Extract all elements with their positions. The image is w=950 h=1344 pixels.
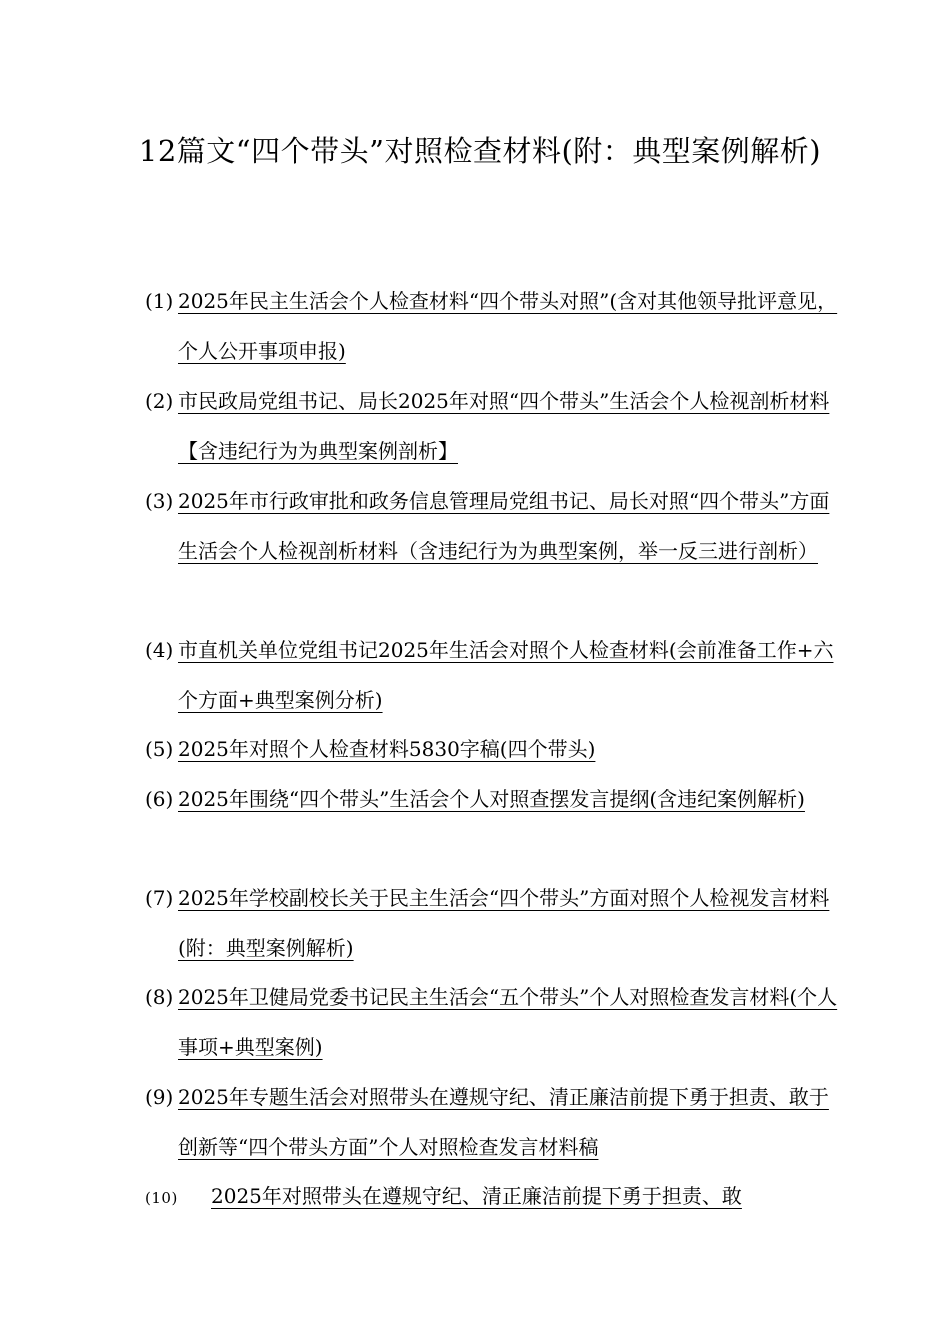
- toc-item-link[interactable]: 2025年卫健局党委书记民主生活会“五个带头”个人对照检查发言材料(个人事项+典型案例): [178, 985, 838, 1059]
- toc-item-link[interactable]: 2025年学校副校长关于民主生活会“四个带头”方面对照个人检视发言材料(附：典型案例解析): [178, 886, 830, 960]
- toc-item-link[interactable]: 市直机关单位党组书记2025年生活会对照个人检查材料(会前准备工作+六个方面+典型案例分析): [178, 638, 834, 712]
- toc-item-number: (2): [145, 389, 174, 413]
- toc-item-number: (9): [145, 1085, 174, 1109]
- toc-item-number: (3): [145, 489, 174, 513]
- toc-item-link[interactable]: 2025年对照个人检查材料5830字稿(四个带头): [178, 737, 596, 761]
- toc-item-link[interactable]: 2025年市行政审批和政务信息管理局党组书记、局长对照“四个带头”方面生活会个人检视剖析材料（含违纪行为为典型案例，举一反三进行剖析）: [178, 489, 830, 563]
- toc-item-link[interactable]: 市民政局党组书记、局长2025年对照“四个带头”生活会个人检视剖析材料【含违纪行为为典型案例剖析】: [178, 389, 830, 463]
- toc-item-number: (10): [145, 1189, 178, 1207]
- toc-item-number: (7): [145, 886, 174, 910]
- toc-item-link[interactable]: 2025年对照带头在遵规守纪、清正廉洁前提下勇于担责、敢: [211, 1184, 742, 1208]
- toc-item-link[interactable]: 2025年专题生活会对照带头在遵规守纪、清正廉洁前提下勇于担责、敢于创新等“四个带头方面”个人对照检查发言材料稿: [178, 1085, 829, 1159]
- toc-item-link[interactable]: 2025年围绕“四个带头”生活会个人对照查摆发言提纲(含违纪案例解析): [178, 787, 805, 811]
- toc-item-number: (6): [145, 787, 174, 811]
- toc-item-number: (4): [145, 638, 174, 662]
- toc-item-number: (1): [145, 289, 174, 313]
- toc-item-link[interactable]: 2025年民主生活会个人检查材料“四个带头对照”(含对其他领导批评意见，个人公开事项申报): [178, 289, 838, 363]
- document-title: 12篇文“四个带头”对照检查材料(附：典型案例解析): [138, 134, 822, 168]
- toc-item-number: (5): [145, 737, 174, 761]
- toc-item-number: (8): [145, 985, 174, 1009]
